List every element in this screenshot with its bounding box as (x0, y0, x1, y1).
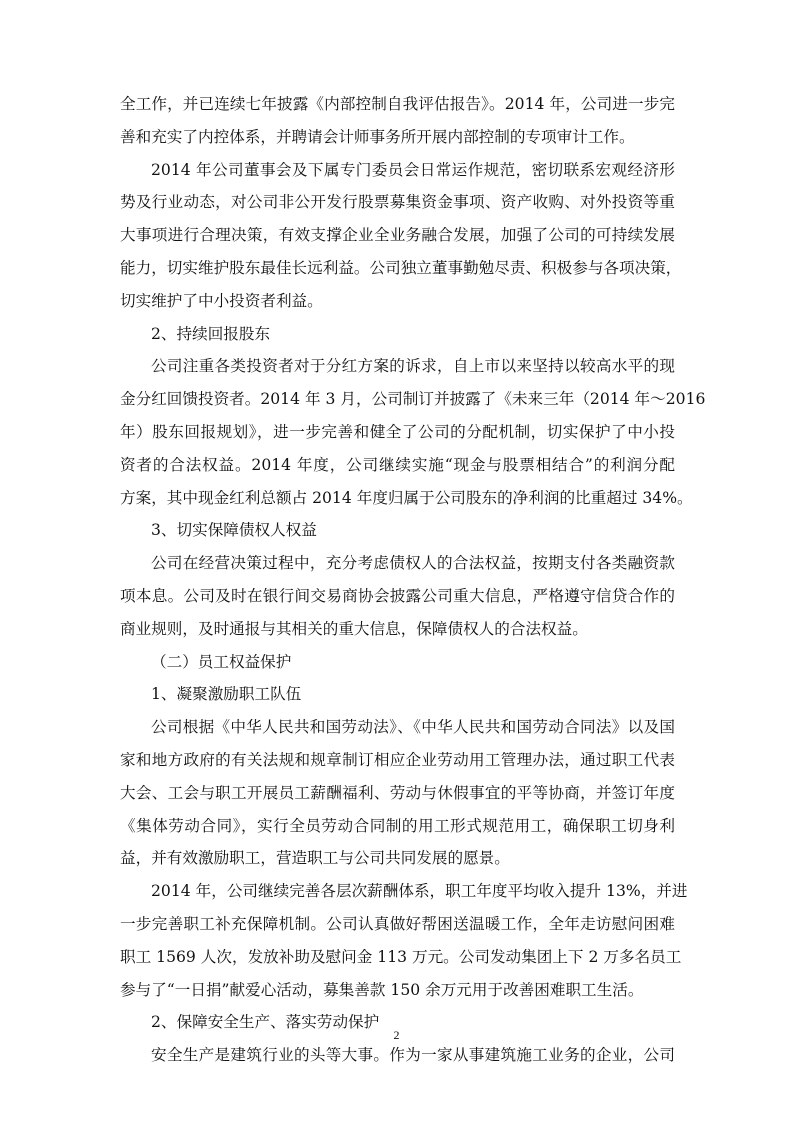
text-line: 公司在经营决策过程中，充分考虑债权人的合法权益，按期支付各类融资款 (151, 554, 675, 573)
text-line: 资者的合法权益。2014 年度，公司继续实施“现金与股票相结合”的利润分配 (120, 455, 675, 474)
text-line: 切实维护了中小投资者利益。 (120, 291, 323, 310)
text-line: 方案，其中现金红利总额占 2014 年度归属于公司股东的净利润的比重超过 34%。 (120, 488, 693, 507)
section-heading: 3、切实保障债权人权益 (151, 521, 317, 540)
text-line: 全工作，并已连续七年披露《内部控制自我评估报告》。2014 年，公司进一步完 (120, 95, 675, 113)
text-line: 2014 年，公司继续完善各层次薪酬体系，职工年度平均收入提升 13%，并进 (151, 882, 688, 901)
document-body (120, 88, 706, 1072)
text-line: 安全生产是建筑行业的头等大事。作为一家从事建筑施工业务的企业，公司 (151, 1046, 675, 1065)
text-line: 2014 年公司董事会及下属专门委员会日常运作规范，密切联系宏观经济形 (151, 160, 675, 179)
text-line: 益，并有效激励职工，营造职工与公司共同发展的愿景。 (120, 849, 510, 868)
text-line: 年）股东回报规划》，进一步完善和健全了公司的分配机制，切实保护了中小投 (120, 422, 675, 441)
text-line: 《集体劳动合同》，实行全员劳动合同制的用工形式规范用工，确保职工切身利 (120, 816, 675, 835)
text-line: 金分红回馈投资者。2014 年 3 月，公司制订并披露了《未来三年（2014 年～2016 (120, 390, 706, 409)
text-line: 项本息。公司及时在银行间交易商协会披露公司重大信息，严格遵守信贷合作的 (120, 586, 675, 605)
section-heading: 2、持续回报股东 (151, 324, 271, 343)
text-line: 一步完善职工补充保障机制。公司认真做好帮困送温暖工作，全年走访慰问困难 (120, 914, 675, 933)
section-heading: （二）员工权益保护 (151, 652, 292, 671)
text-line: 公司注重各类投资者对于分红方案的诉求，自上市以来坚持以较高水平的现 (151, 357, 675, 376)
text-line: 大会、工会与职工开展员工薪酬福利、劳动与休假事宜的平等协商，并签订年度 (120, 783, 675, 802)
section-heading: 1、凝聚激励职工队伍 (151, 685, 302, 704)
text-line: 家和地方政府的有关法规和规章制订相应企业劳动用工管理办法，通过职工代表 (120, 750, 675, 769)
text-line: 参与了“一日捐”献爱心活动，募集善款 150 余万元用于改善困难职工生活。 (120, 980, 644, 999)
text-line: 善和充实了内控体系，并聘请会计师事务所开展内部控制的专项审计工作。 (120, 127, 635, 146)
text-line: 公司根据《中华人民共和国劳动法》、《中华人民共和国劳动合同法》以及国 (151, 718, 675, 737)
page-number: 2 (393, 1028, 400, 1042)
section-heading: 2、保障安全生产、落实劳动保护 (151, 1013, 380, 1032)
text-line: 能力，切实维护股东最佳长远利益。公司独立董事勤勉尽责、积极参与各项决策， (120, 258, 682, 277)
text-line: 商业规则，及时通报与其相关的重大信息，保障债权人的合法权益。 (120, 619, 588, 638)
text-line: 势及行业动态，对公司非公开发行股票募集资金事项、资产收购、对外投资等重 (120, 193, 675, 212)
text-line: 职工 1569 人次，发放补助及慰问金 113 万元。公司发动集团上下 2 万多名员工 (120, 947, 682, 966)
text-line: 大事项进行合理决策，有效支撑企业全业务融合发展，加强了公司的可持续发展 (120, 226, 675, 245)
